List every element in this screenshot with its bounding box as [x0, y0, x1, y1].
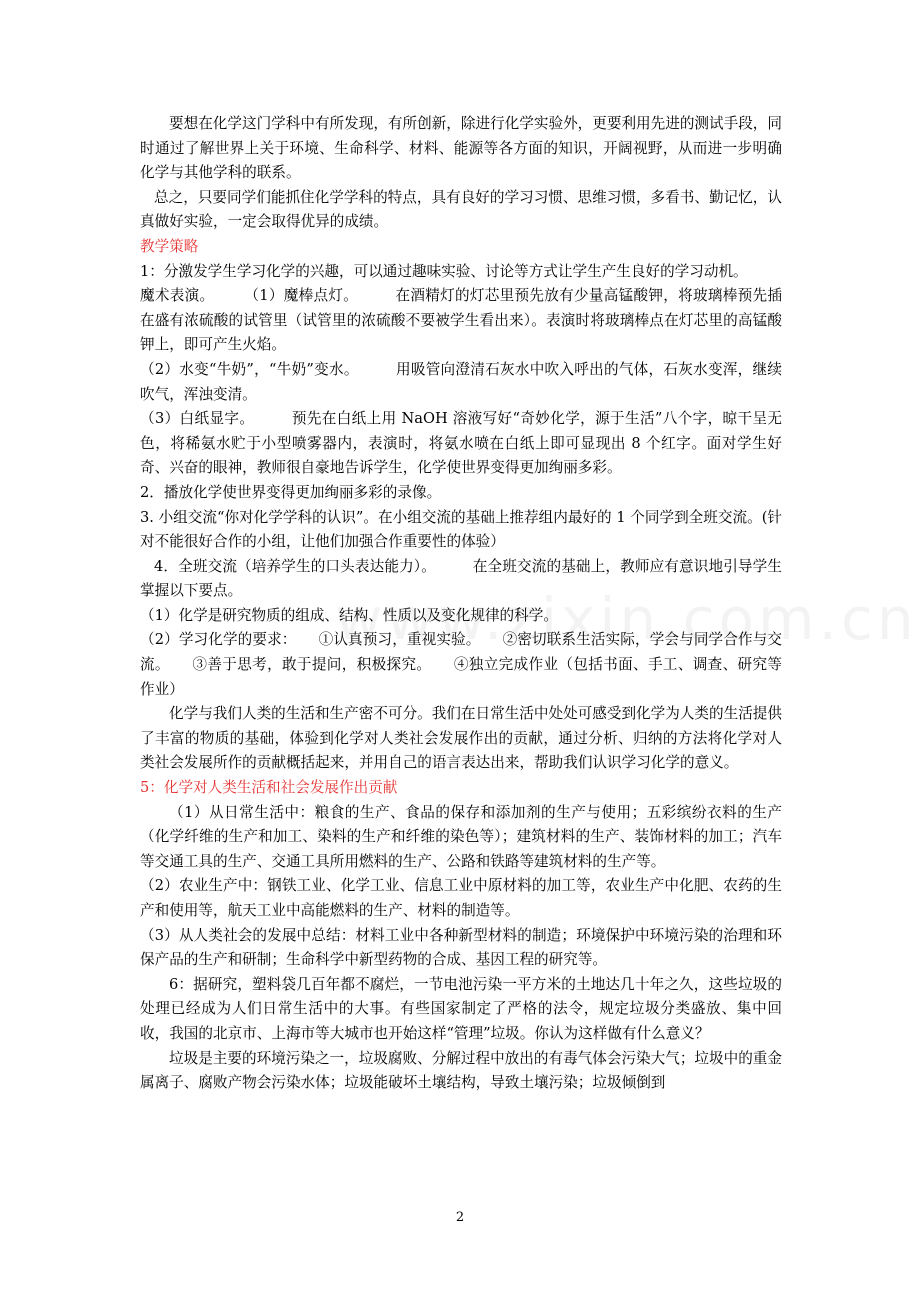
paragraph-strategy-1: 1：分激发学生学习化学的兴趣，可以通过趣味实验、讨论等方式让学生产生良好的学习动机。 [140, 262, 748, 280]
paragraph-strategy-4: 4．全班交流（培养学生的口头表达能力）。 在全班交流的基础上，教师应有意识地引导学生掌握以下要点。 [140, 557, 782, 600]
paragraph-research-means: 要想在化学这门学科中有所发现，有所创新，除进行化学实验外，更要利用先进的测试手段，同时通过了解世界上关于环境、生命科学、材料、能源等各方面的知识，开阔视野，从而进一步明确化学与其他学科的联系。 [140, 115, 782, 182]
watermark [335, 585, 918, 653]
paragraph-strategy-2: 2．播放化学使世界变得更加绚丽多彩的录像。 [140, 483, 442, 501]
paragraph-daily-life: （1）从日常生活中：粮食的生产、食品的保存和添加剂的生产与使用；五彩缤纷衣料的生产（化学纤维的生产和加工、染料的生产和纤维的染色等）；建筑材料的生产、装饰材料的加工；汽车等交通工具的生产、交通工具所用燃料的生产、公路和铁路等建筑材料的生产等。 [140, 803, 782, 870]
heading-contribution: 5：化学对人类生活和社会发展作出贡献 [140, 779, 398, 797]
page-number: 2 [455, 1210, 465, 1225]
paragraph-agriculture: （2）农业生产中：钢铁工业、化学工业、信息工业中原材料的加工等，农业生产中化肥、农药的生产和使用等，航天工业中高能燃料的生产、材料的制造等。 [140, 877, 782, 919]
paragraph-garbage-question: 6：据研究，塑料袋几百年都不腐烂，一节电池污染一平方米的土地达几十年之久，这些垃圾的处理已经成为人们日常生活中的大事。有些国家制定了严格的法令，规定垃圾分类盛放、集中回收，我国的北京市、上海市等大城市也开始这样“管理”垃圾。你认为这样做有什么意义？ [140, 975, 782, 1042]
paragraph-garbage-pollution: 垃圾是主要的环境污染之一，垃圾腐败、分解过程中放出的有毒气体会污染大气；垃圾中的重金属离子、腐败产物会污染水体；垃圾能破坏土壤结构，导致土壤污染；垃圾倾倒到 [140, 1049, 782, 1092]
paragraph-summary: 总之，只要同学们能抓住化学学科的特点，具有良好的学习习惯、思维习惯，多看书、勤记忆，认真做好实验，一定会取得优异的成绩。 [140, 188, 782, 231]
paragraph-social-development: （3）从人类社会的发展中总结：材料工业中各种新型材料的制造；环境保护中环境污染的治理和环保产品的生产和研制；生命科学中新型药物的合成、基因工程的研究等。 [140, 926, 782, 969]
paragraph-water-milk: （2）水变“牛奶”，“牛奶”变水。 用吸管向澄清石灰水中吹入呼出的气体，石灰水变浑，继续吹气，浑浊变清。 [140, 360, 782, 403]
paragraph-magic-wand: 魔术表演。 （1）魔棒点灯。 在酒精灯的灯芯里预先放有少量高锰酸钾，将玻璃棒预先插在盛有浓硫酸的试管里（试管里的浓硫酸不要被学生看出来）。表演时将玻璃棒点在灯芯里的高锰酸钾上，即可产生火焰。 [140, 287, 782, 354]
paragraph-point-1: （1）化学是研究物质的组成、结构、性质以及变化规律的科学。 [140, 606, 558, 624]
heading-teaching-strategy: 教学策略 [140, 237, 199, 255]
paragraph-point-2: （2）学习化学的要求： ①认真预习，重视实验。 ②密切联系生活实际，学会与同学合作与交流。 ③善于思考，敢于提问，积极探究。 ④独立完成作业（包括书面、手工、调查、研究等作业） [140, 631, 782, 698]
paragraph-strategy-3: 3. 小组交流“你对化学学科的认识”。在小组交流的基础上推荐组内最好的 1 个同学到全班交流。(针对不能很好合作的小组，让他们加强合作重要性的体验） [140, 508, 782, 551]
paragraph-chemistry-life: 化学与我们人类的生活和生产密不可分。我们在日常生活中处处可感受到化学为人类的生活提供了丰富的物质的基础，体验到化学对人类社会发展作出的贡献，通过分析、归纳的方法将化学对人类社会发展所作的贡献概括起来，并用自己的语言表达出来，帮助我们认识学习化学的意义。 [140, 705, 782, 772]
paragraph-white-paper: （3）白纸显字。 预先在白纸上用 NaOH 溶液写好“奇妙化学，源于生活”八个字，晾干呈无色，将稀氨水贮于小型喷雾器内，表演时，将氨水喷在白纸上即可显现出 8 个红字。面对学生好奇、兴奋的眼神，教师很自豪地告诉学生，化学使世界变得更加绚丽多彩。 [140, 410, 782, 477]
